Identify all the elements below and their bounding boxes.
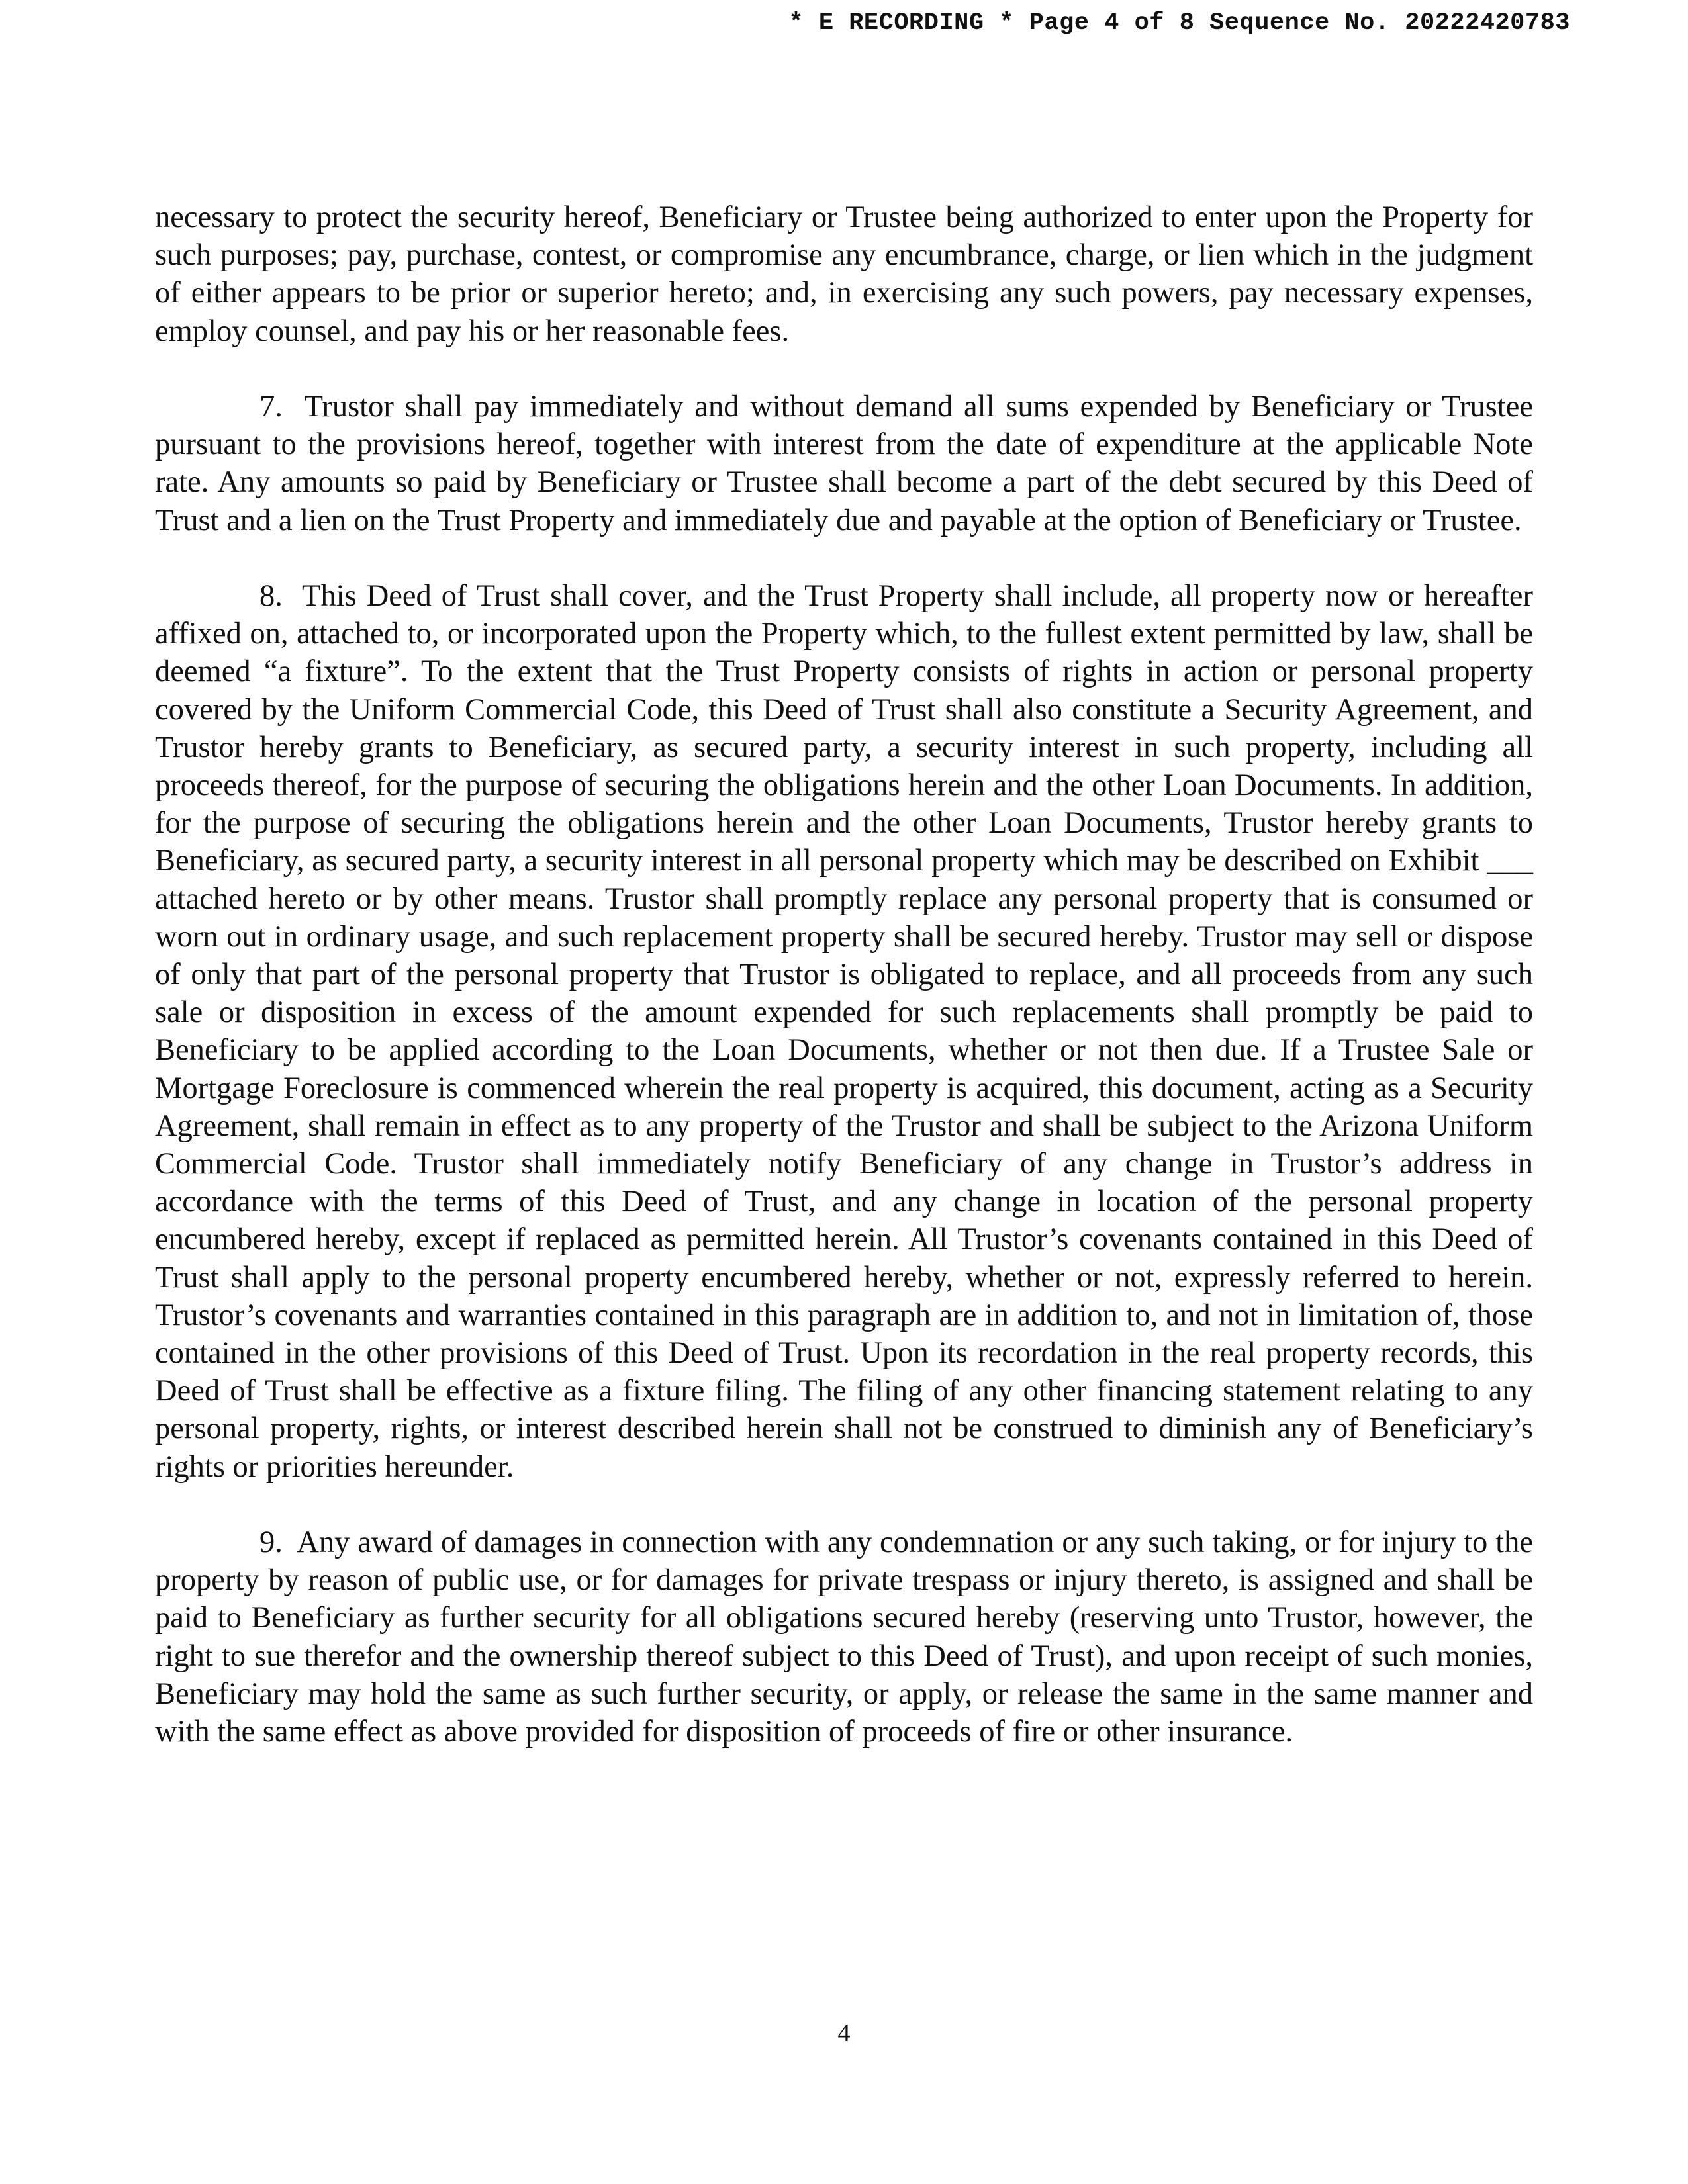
paragraph-7 <box>155 388 1533 539</box>
paragraph-number: 9. <box>259 1525 283 1560</box>
paragraph-9 <box>155 1524 1533 1751</box>
paragraph-text: This Deed of Trust shall cover, and the Trust Property shall include, all property now or hereafter affixed on, attached to, or incorporated upon the Property which, to the fullest extent permitted by law, shall be deemed “a fixture”. To the extent that the Trust Property consists of rights in action or personal property covered by the Uniform Commercial Code, this Deed of Trust shall also constitute a Security Agreement, and Trustor hereby grants to Beneficiary, as secured party, a security interest in such property, including all proceeds thereof, for the purpose of securing the obligations herein and the other Loan Documents. In addition, for the purpose of securing the obligations herein and the other Loan Documents, Trustor hereby grants to Beneficiary, as secured party, a security interest in all personal property which may be described on Exhibit ___ attached hereto or by other means. Trustor shall promptly replace any personal property that is consumed or worn out in ordinary usage, and such replacement property shall be secured hereby. Trustor may sell or dispose of only that part of the personal property that Trustor is obligated to replace, and all proceeds from any such sale or disposition in excess of the amount expended for such replacements shall promptly be paid to Beneficiary to be applied according to the Loan Documents, whether or not then due. If a Trustee Sale or Mortgage Foreclosure is commenced wherein the real property is acquired, this document, acting as a Security Agreement, shall remain in effect as to any property of the Trustor and shall be subject to the Arizona Uniform Commercial Code. Trustor shall immediately notify Beneficiary of any change in Trustor’s address in accordance with the terms of this Deed of Trust, and any change in location of the personal property encumbered hereby, except if replaced as permitted herein. All Trustor’s covenants contained in this Deed of Trust shall apply to the personal property encumbered hereby, whether or not, expressly referred to herein. Trustor’s covenants and warranties contained in this paragraph are in addition to, and not in limitation of, those contained in the other provisions of this Deed of Trust. Upon its recordation in the real property records, this Deed of Trust shall be effective as a fixture filing. The filing of any other financing statement relating to any personal property, rights, or interest described herein shall not be construed to diminish any of Beneficiary’s rights or priorities hereunder. <box>155 579 1533 1484</box>
paragraph-text: Trustor shall pay immediately and without demand all sums expended by Beneficiary or Trustee pursuant to the provisions hereof, together with interest from the date of expenditure at the applicable Note rate. Any amounts so paid by Beneficiary or Trustee shall become a part of the debt secured by this Deed of Trust and a lien on the Trust Property and immediately due and payable at the option of Beneficiary or Trustee. <box>155 390 1533 537</box>
paragraph-number: 8. <box>259 579 283 613</box>
document-body <box>155 199 1533 1788</box>
paragraph-continuation <box>155 199 1533 350</box>
paragraph-text: necessary to protect the security hereof, Beneficiary or Trustee being authorized to enter upon the Property for such purposes; pay, purchase, contest, or compromise any encumbrance, charge, or lien which in the judgment of either appears to be prior or superior hereto; and, in exercising any such powers, pay necessary expenses, employ counsel, and pay his or her reasonable fees. <box>155 201 1533 348</box>
recording-stamp-header: * E RECORDING * Page 4 of 8 Sequence No. 20222420783 <box>788 9 1570 37</box>
paragraph-number: 7. <box>259 390 283 424</box>
page-number: 4 <box>837 2019 851 2047</box>
paragraph-8 <box>155 577 1533 1486</box>
paragraph-text: Any award of damages in connection with any condemnation or any such taking, or for injury to the property by reason of public use, or for damages for private trespass or injury thereto, is assigned and shall be paid to Beneficiary as further security for all obligations secured hereby (reserving unto Trustor, however, the right to sue therefor and the ownership thereof subject to this Deed of Trust), and upon receipt of such monies, Beneficiary may hold the same as such further security, or apply, or release the same in the same manner and with the same effect as above provided for disposition of proceeds of fire or other insurance. <box>155 1525 1533 1749</box>
